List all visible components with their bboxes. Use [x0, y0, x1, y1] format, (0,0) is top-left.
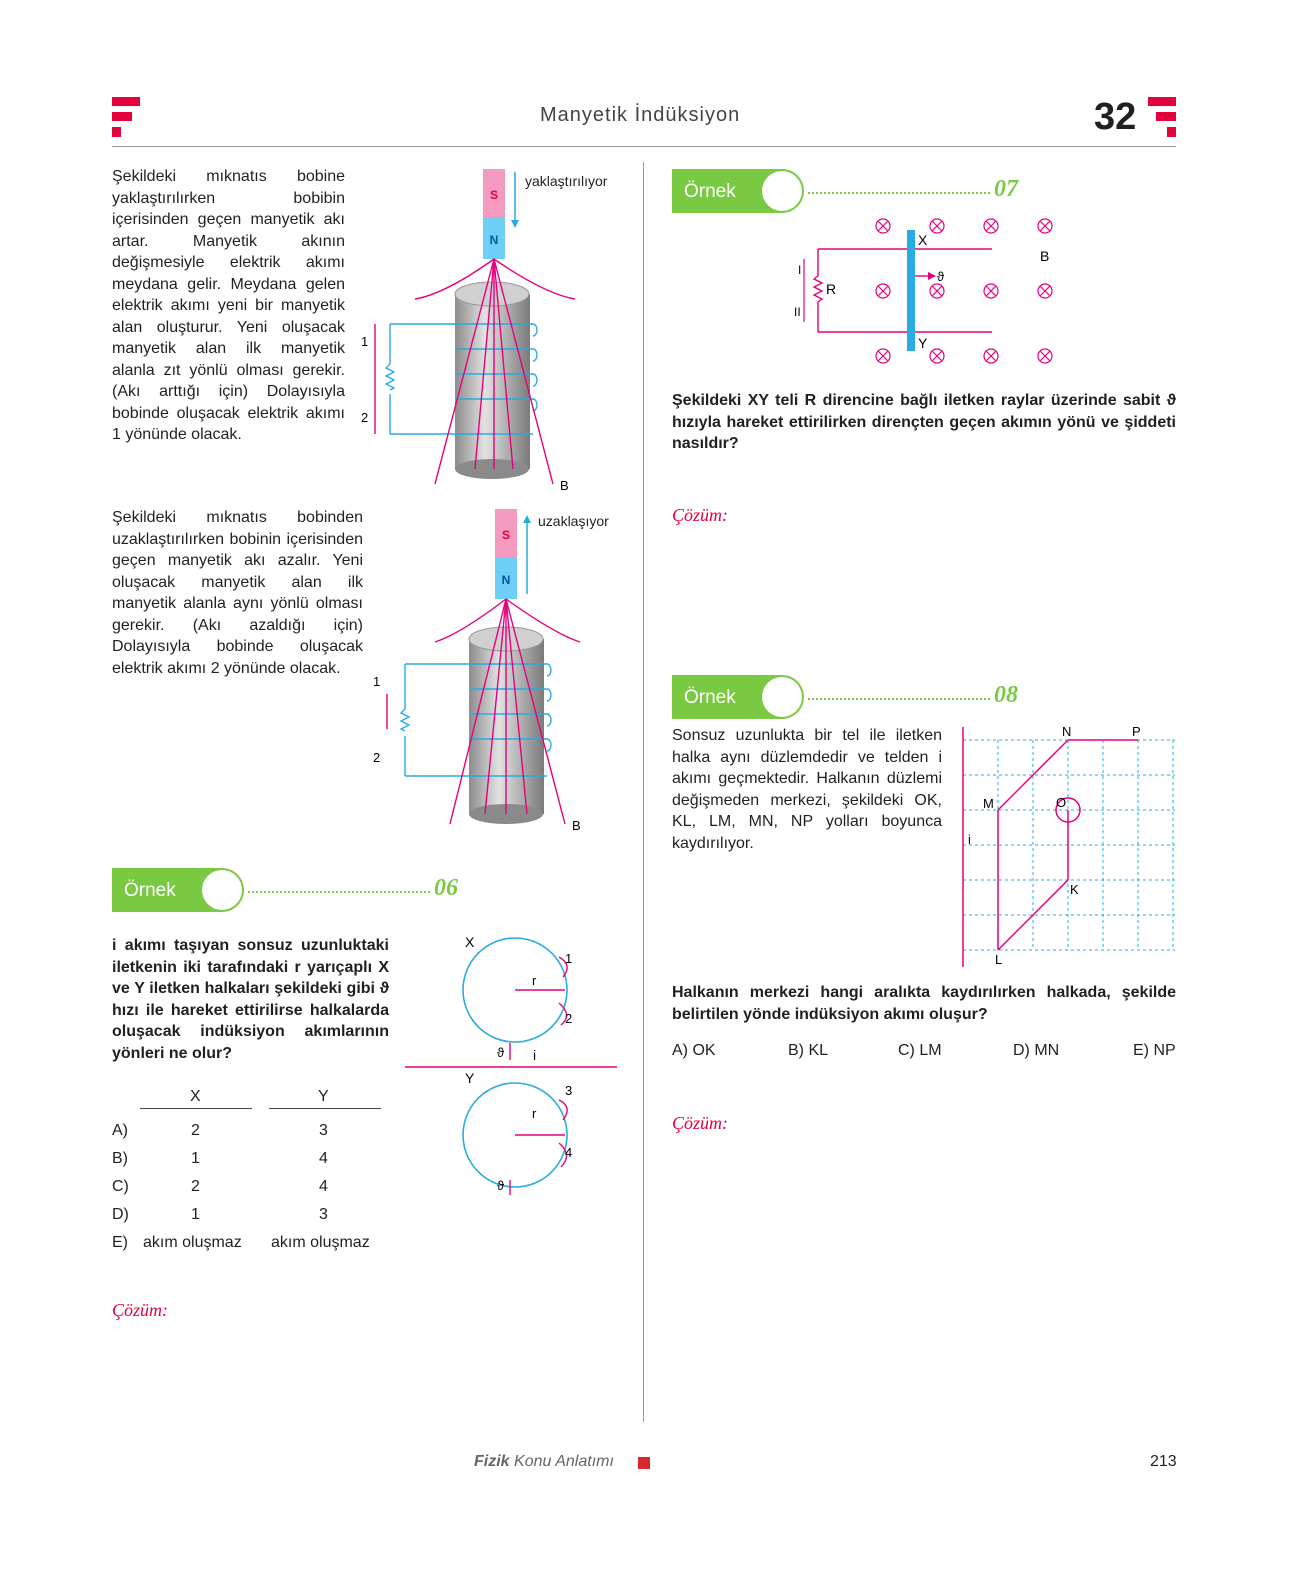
velocity-label: ϑ: [937, 269, 945, 284]
option-c[interactable]: C) LM: [898, 1042, 942, 1059]
solution-label-08: Çözüm:: [672, 1113, 729, 1133]
option-row[interactable]: [112, 1206, 392, 1228]
field-into-page-icon: [930, 284, 944, 298]
field-into-page-icon: [876, 349, 890, 363]
magnet-recede-figure: [365, 504, 625, 834]
chat-bubble-icon: [762, 677, 802, 717]
field-into-page-icon: [930, 349, 944, 363]
field-b-label: B: [1040, 248, 1050, 264]
option-row[interactable]: [112, 1178, 392, 1200]
direction-4: 4: [565, 1145, 573, 1160]
option-y-value: 3: [319, 1122, 328, 1139]
ring-x-label: X: [465, 935, 475, 950]
option-letter: D): [112, 1206, 129, 1223]
grid-path-figure: [955, 722, 1177, 970]
option-letter: E): [112, 1234, 128, 1251]
example-06-question: i akımı taşıyan sonsuz uzunluktaki iletkenin iki tarafındaki r yarıçaplı X ve Y iletken halkaları şekildeki gibi ϑ hızı ile hareket ettirilirse halkalarda oluşacak indüksiyon akımlarının yönleri ne olur?: [112, 937, 389, 1062]
chat-bubble-icon: [762, 171, 802, 211]
example-08-question: Halkanın merkezi hangi aralıkta kaydırılırken halkada, şekilde belirtilen yönde indüksiyon akımı oluşur?: [672, 984, 1176, 1023]
brand-logo-left: [112, 97, 142, 137]
recede-label: uzaklaşıyor: [538, 513, 609, 529]
explanation-paragraph-2: Şekildeki mıknatıs bobinden uzaklaştırılırken bobinin içerisinden geçen manyetik akı azalır. Yeni oluşacak manyetik alan ilk manyetik alanla aynı yönlü olması gerekir. (Akı azaldığı için) Dolayısıyla bobinde oluşacak elektrik akımı 2 yönünde olacak.: [112, 509, 363, 677]
direction-2: 2: [565, 1011, 573, 1026]
point-m: M: [983, 796, 994, 811]
option-a[interactable]: A) OK: [672, 1042, 716, 1059]
field-into-page-icon: [876, 284, 890, 298]
footer-book-title: [474, 1453, 614, 1471]
option-y-value: 4: [319, 1150, 328, 1167]
option-y-value: 4: [319, 1178, 328, 1195]
radius-label-x: r: [532, 973, 537, 988]
page-title: Manyetik İndüksiyon: [540, 104, 741, 126]
option-y-value: 3: [319, 1206, 328, 1223]
coil-direction-1: 1: [361, 334, 369, 349]
solution-label-06: Çözüm:: [112, 1300, 169, 1320]
velocity-label-y: ϑ: [497, 1178, 505, 1193]
example-07-question: Şekildeki XY teli R direncine bağlı iletken raylar üzerinde sabit ϑ hızıyla hareket ettirilirken dirençten geçen akımın yönü ve şiddeti nasıldır?: [672, 392, 1176, 452]
option-x-value: akım oluşmaz: [143, 1234, 242, 1251]
field-into-page-icon: [876, 219, 890, 233]
coil-direction-1b: 1: [373, 674, 381, 689]
brand-logo-right: [1146, 97, 1176, 137]
direction-1: 1: [565, 951, 573, 966]
footer-subject: Fizik: [474, 1453, 510, 1470]
example-06-number: 06: [434, 875, 458, 901]
option-x-value: 1: [191, 1206, 200, 1223]
magnet-s-label-2: S: [501, 528, 511, 542]
option-row[interactable]: [112, 1150, 392, 1172]
option-d[interactable]: D) MN: [1013, 1042, 1060, 1059]
chapter-number: 32: [1094, 96, 1137, 138]
wire-y-label: Y: [918, 335, 928, 351]
option-e[interactable]: E) NP: [1133, 1042, 1176, 1059]
dotted-leader: [808, 192, 990, 194]
magnet-s-label: S: [489, 188, 499, 202]
option-x-value: 2: [191, 1178, 200, 1195]
point-k: K: [1070, 882, 1079, 897]
field-into-page-icon: [984, 284, 998, 298]
direction-i: I: [798, 263, 802, 277]
coil-direction-2b: 2: [373, 750, 381, 765]
solution-label-07: Çözüm:: [672, 505, 729, 525]
option-letter: C): [112, 1178, 129, 1195]
wire-x-label: X: [918, 232, 928, 248]
magnet-approach-figure: [355, 164, 625, 494]
magnet-n-label-2: N: [501, 573, 511, 587]
option-x-value: 1: [191, 1150, 200, 1167]
footer-square-icon: [638, 1457, 650, 1469]
ring-y-label: Y: [465, 1070, 475, 1086]
example-06-badge: Örnek: [112, 868, 244, 912]
coil-direction-2: 2: [361, 410, 369, 425]
rings-figure: [405, 935, 620, 1205]
point-l: L: [995, 952, 1003, 967]
option-row[interactable]: [112, 1234, 392, 1256]
column-divider: [643, 162, 644, 1422]
field-into-page-icon: [1038, 219, 1052, 233]
direction-3: 3: [565, 1083, 573, 1098]
header-rule: [112, 146, 1176, 147]
dotted-leader: [248, 891, 430, 893]
example-07-badge: Örnek: [672, 169, 804, 213]
velocity-label-x: ϑ: [497, 1045, 505, 1060]
column-y-header: Y: [318, 1088, 329, 1105]
column-x-header: X: [190, 1088, 201, 1105]
magnet-n-label: N: [489, 233, 499, 247]
direction-ii: II: [794, 305, 801, 319]
radius-label-y: r: [532, 1106, 537, 1121]
option-row[interactable]: [112, 1122, 392, 1144]
current-i-label: i: [968, 832, 971, 847]
field-into-page-icon: [1038, 284, 1052, 298]
field-into-page-icon: [984, 219, 998, 233]
resistor-label: R: [826, 281, 837, 297]
footer-rest: Konu Anlatımı: [514, 1453, 614, 1470]
field-into-page-icon: [984, 349, 998, 363]
current-i-label: i: [533, 1047, 537, 1063]
option-x-value: 2: [191, 1122, 200, 1139]
example-08-badge: Örnek: [672, 675, 804, 719]
example-08-number: 08: [994, 682, 1018, 708]
field-b-label: B: [560, 478, 569, 493]
explanation-paragraph-1: Şekildeki mıknatıs bobine yaklaştırılırken bobibin içerisinden geçen manyetik akı artar. Manyetik akının değişmesiyle elektrik akımı meydana gelir. Meydana gelen elektrik akımı yeni bir manyetik alan oluşturur. Yeni oluşacak manyetik alan ilk manyetik alanla zıt yönlü olması gerekir. (Akı arttığı için) Dolayısıyla bobinde oluşacak elektrik akımı 1 yönünde olacak.: [112, 168, 345, 443]
field-into-page-icon: [1038, 349, 1052, 363]
option-letter: B): [112, 1150, 128, 1167]
option-b[interactable]: B) KL: [788, 1042, 829, 1059]
field-b-label-2: B: [572, 818, 581, 833]
option-letter: A): [112, 1122, 128, 1139]
chat-bubble-icon: [202, 870, 242, 910]
example-07-number: 07: [994, 176, 1018, 202]
rail-circuit-figure: [790, 214, 1070, 374]
point-p: P: [1132, 724, 1141, 739]
page-number: 213: [1150, 1453, 1177, 1470]
option-y-value: akım oluşmaz: [271, 1234, 370, 1251]
point-o: O: [1056, 795, 1067, 810]
example-08-text: Sonsuz uzunlukta bir tel ile iletken halka aynı düzlemdedir ve telden i akımı geçmektedir. Halkanın düzlemi değişmeden merkezi, şekildeki OK, KL, LM, MN, NP yolları boyunca kaydırılıyor.: [672, 727, 942, 852]
dotted-leader: [808, 698, 990, 700]
point-n: N: [1062, 724, 1072, 739]
field-into-page-icon: [930, 219, 944, 233]
approach-label: yaklaştırılıyor: [525, 173, 608, 189]
